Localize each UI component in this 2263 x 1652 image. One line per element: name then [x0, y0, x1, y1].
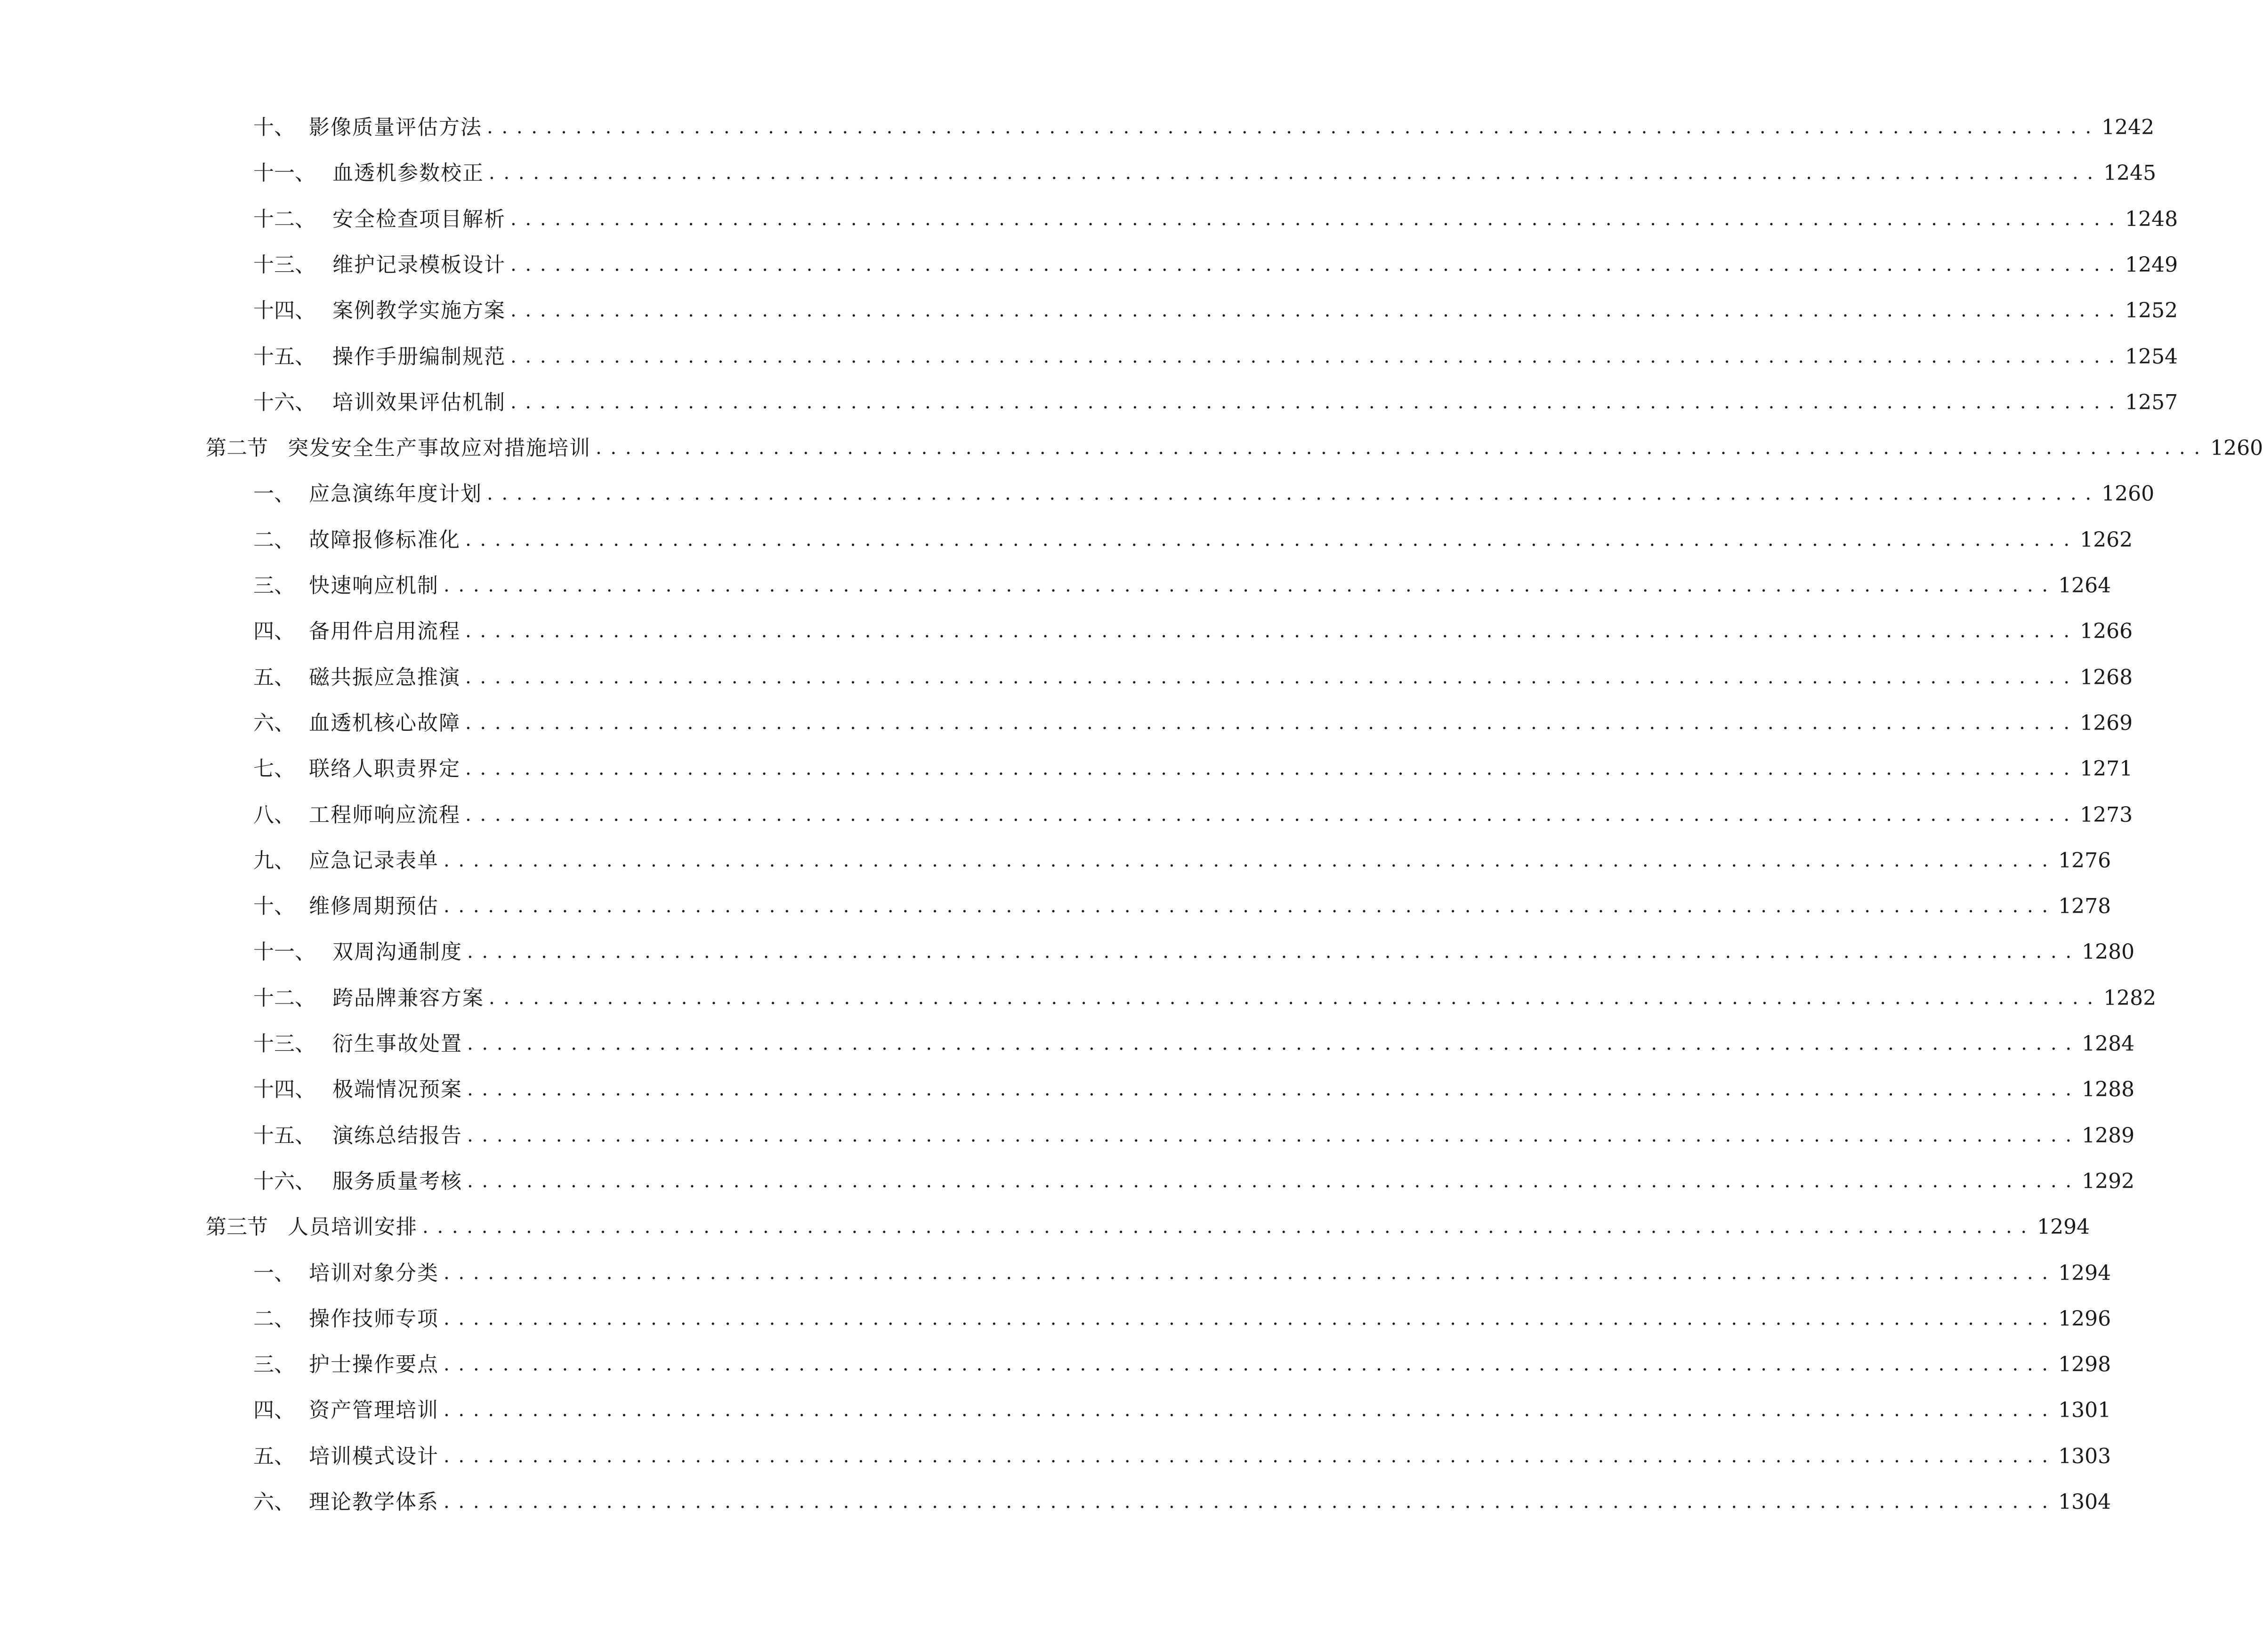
toc-section-entry[interactable]	[0, 425, 2263, 471]
toc-entry[interactable]	[0, 746, 2133, 792]
dot-leader	[465, 655, 2069, 700]
toc-entry-number: 十二、	[253, 986, 315, 1010]
toc-entry-title: 安全检查项目解析	[332, 207, 506, 231]
dot-leader	[467, 1113, 2071, 1158]
toc-entry-number: 十六、	[253, 390, 315, 414]
dot-leader	[465, 608, 2069, 654]
dot-leader	[487, 471, 2091, 517]
toc-entry[interactable]	[0, 975, 2157, 1021]
toc-entry-page-number: 1276	[2058, 848, 2111, 873]
toc-entry-title: 资产管理培训	[309, 1398, 439, 1423]
toc-entry-page-number: 1268	[2080, 665, 2133, 689]
toc-entry-page-number: 1294	[2058, 1261, 2111, 1285]
toc-entry[interactable]	[0, 792, 2133, 838]
toc-entry-page-number: 1266	[2080, 619, 2133, 644]
toc-entry[interactable]	[0, 1021, 2135, 1067]
toc-entry[interactable]	[0, 655, 2133, 700]
dot-leader	[596, 425, 2200, 471]
toc-entry-number: 三、	[253, 1352, 295, 1377]
toc-entry-title: 联络人职责界定	[309, 757, 461, 781]
toc-entry[interactable]	[0, 1067, 2135, 1112]
toc-entry-number: 十五、	[253, 344, 315, 369]
dot-leader	[444, 838, 2048, 883]
dot-leader	[444, 1433, 2048, 1479]
dot-leader	[465, 792, 2069, 838]
toc-entry-title: 维护记录模板设计	[332, 252, 506, 277]
dot-leader	[487, 105, 2091, 150]
toc-entry-number: 十三、	[253, 252, 315, 277]
dot-leader	[467, 1158, 2071, 1204]
toc-entry-number: 十三、	[253, 1032, 315, 1056]
toc-entry-number: 十五、	[253, 1123, 315, 1148]
toc-entry-title: 磁共振应急推演	[309, 665, 461, 689]
toc-section-entry[interactable]	[0, 1204, 2090, 1250]
dot-leader	[510, 242, 2115, 288]
toc-entry-title: 应急记录表单	[309, 848, 439, 873]
dot-leader	[467, 1021, 2071, 1067]
dot-leader	[489, 150, 2093, 196]
toc-entry-number: 六、	[253, 711, 295, 735]
toc-entry-number: 一、	[253, 482, 295, 506]
toc-entry-page-number: 1289	[2082, 1123, 2135, 1148]
toc-entry-page-number: 1298	[2058, 1352, 2111, 1377]
toc-entry-number: 五、	[253, 1444, 295, 1468]
toc-entry-page-number: 1301	[2058, 1398, 2111, 1423]
toc-entry[interactable]	[0, 471, 2155, 517]
toc-entry[interactable]	[0, 1296, 2111, 1342]
toc-entry[interactable]	[0, 1113, 2135, 1158]
dot-leader	[444, 563, 2048, 608]
dot-leader	[467, 1067, 2071, 1112]
toc-entry-title: 理论教学体系	[309, 1490, 439, 1514]
toc-entry-number: 十六、	[253, 1169, 315, 1193]
toc-entry[interactable]	[0, 608, 2133, 654]
dot-leader	[465, 517, 2069, 563]
toc-entry-title: 双周沟通制度	[332, 940, 462, 964]
toc-entry-number: 第二节	[206, 436, 268, 461]
toc-entry-title: 维修周期预估	[309, 894, 439, 919]
toc-entry-number: 第三节	[206, 1215, 268, 1239]
toc-entry-page-number: 1304	[2058, 1490, 2111, 1514]
toc-entry[interactable]	[0, 700, 2133, 746]
toc-entry-number: 六、	[253, 1490, 295, 1514]
toc-entry-title: 应急演练年度计划	[309, 482, 482, 506]
dot-leader	[489, 975, 2093, 1021]
toc-entry-number: 八、	[253, 802, 295, 827]
toc-entry-page-number: 1248	[2125, 207, 2178, 231]
toc-entry[interactable]	[0, 1433, 2111, 1479]
dot-leader	[422, 1204, 2027, 1250]
toc-entry-page-number: 1254	[2125, 344, 2178, 369]
toc-entry-title: 演练总结报告	[332, 1123, 462, 1148]
toc-entry-page-number: 1262	[2080, 527, 2133, 552]
toc-entry-number: 十二、	[253, 207, 315, 231]
toc-entry-title: 血透机参数校正	[332, 161, 484, 186]
toc-entry-title: 故障报修标准化	[309, 527, 461, 552]
toc-entry-title: 培训模式设计	[309, 1444, 439, 1468]
toc-entry-title: 培训对象分类	[309, 1261, 439, 1285]
toc-entry-title: 操作技师专项	[309, 1306, 439, 1331]
toc-entry-title: 突发安全生产事故应对措施培训	[288, 436, 591, 461]
toc-entry-title: 操作手册编制规范	[332, 344, 506, 369]
dot-leader	[510, 196, 2115, 242]
toc-entry-number: 十、	[253, 894, 295, 919]
toc-entry[interactable]	[0, 929, 2135, 975]
toc-entry-title: 培训效果评估机制	[332, 390, 506, 414]
toc-entry[interactable]	[0, 380, 2178, 425]
toc-entry-page-number: 1288	[2082, 1077, 2135, 1102]
dot-leader	[444, 1250, 2048, 1296]
toc-entry-page-number: 1260	[2210, 436, 2263, 461]
toc-entry-number: 二、	[253, 527, 295, 552]
toc-entry-title: 工程师响应流程	[309, 802, 461, 827]
toc-entry-page-number: 1249	[2125, 252, 2178, 277]
toc-entry-number: 十一、	[253, 940, 315, 964]
toc-entry-number: 二、	[253, 1306, 295, 1331]
toc-entry-page-number: 1271	[2080, 757, 2133, 781]
toc-entry[interactable]	[0, 196, 2178, 242]
toc-entry-number: 四、	[253, 619, 295, 644]
toc-entry-page-number: 1252	[2125, 299, 2178, 323]
toc-entry[interactable]	[0, 563, 2111, 608]
toc-entry-number: 七、	[253, 757, 295, 781]
toc-entry-number: 十一、	[253, 161, 315, 186]
dot-leader	[444, 883, 2048, 929]
dot-leader	[444, 1479, 2048, 1525]
toc-entry[interactable]	[0, 1342, 2111, 1387]
toc-entry-page-number: 1264	[2058, 574, 2111, 598]
toc-entry-page-number: 1278	[2058, 894, 2111, 919]
toc-entry-page-number: 1282	[2103, 986, 2157, 1010]
toc-entry-title: 人员培训安排	[288, 1215, 418, 1239]
dot-leader	[444, 1342, 2048, 1387]
toc-entry-number: 十四、	[253, 1077, 315, 1102]
toc-entry-number: 十、	[253, 115, 295, 139]
toc-entry-page-number: 1245	[2103, 161, 2157, 186]
toc-entry-title: 快速响应机制	[309, 574, 439, 598]
toc-entry-page-number: 1292	[2082, 1169, 2135, 1193]
toc-entry[interactable]	[0, 1479, 2111, 1525]
toc-entry-title: 备用件启用流程	[309, 619, 461, 644]
toc-entry-title: 跨品牌兼容方案	[332, 986, 484, 1010]
toc-entry-page-number: 1242	[2101, 115, 2155, 139]
toc-entry-page-number: 1280	[2082, 940, 2135, 964]
toc-entry[interactable]	[0, 1250, 2111, 1296]
toc-entry-page-number: 1260	[2101, 482, 2155, 506]
toc-entry[interactable]	[0, 288, 2178, 333]
toc-entry-number: 三、	[253, 574, 295, 598]
dot-leader	[510, 380, 2115, 425]
toc-entry-title: 血透机核心故障	[309, 711, 461, 735]
toc-entry-number: 五、	[253, 665, 295, 689]
toc-entry[interactable]	[0, 334, 2178, 380]
toc-entry-title: 衍生事故处置	[332, 1032, 462, 1056]
toc-entry[interactable]	[0, 1387, 2111, 1433]
dot-leader	[510, 288, 2115, 333]
toc-entry-title: 案例教学实施方案	[332, 299, 506, 323]
dot-leader	[444, 1296, 2048, 1342]
toc-entry-number: 四、	[253, 1398, 295, 1423]
toc-entry-page-number: 1303	[2058, 1444, 2111, 1468]
toc-entry-number: 九、	[253, 848, 295, 873]
toc-entry-page-number: 1284	[2082, 1032, 2135, 1056]
toc-entry-page-number: 1273	[2080, 802, 2133, 827]
dot-leader	[510, 334, 2115, 380]
toc-entry-number: 十四、	[253, 299, 315, 323]
toc-entry[interactable]	[0, 838, 2111, 883]
toc-entry-page-number: 1294	[2037, 1215, 2090, 1239]
toc-entry-title: 影像质量评估方法	[309, 115, 482, 139]
toc-entry-title: 护士操作要点	[309, 1352, 439, 1377]
dot-leader	[467, 929, 2071, 975]
toc-entry[interactable]	[0, 105, 2155, 150]
toc-entry-title: 极端情况预案	[332, 1077, 462, 1102]
dot-leader	[444, 1387, 2048, 1433]
toc-entry-number: 一、	[253, 1261, 295, 1285]
toc-entry[interactable]	[0, 517, 2133, 563]
toc-entry[interactable]	[0, 242, 2178, 288]
dot-leader	[465, 746, 2069, 792]
toc-entry-page-number: 1269	[2080, 711, 2133, 735]
dot-leader	[465, 700, 2069, 746]
toc-entry-page-number: 1296	[2058, 1306, 2111, 1331]
toc-entry-title: 服务质量考核	[332, 1169, 462, 1193]
toc-entry[interactable]	[0, 150, 2157, 196]
toc-entry[interactable]	[0, 883, 2111, 929]
toc-entry-page-number: 1257	[2125, 390, 2178, 414]
toc-entry[interactable]	[0, 1158, 2135, 1204]
